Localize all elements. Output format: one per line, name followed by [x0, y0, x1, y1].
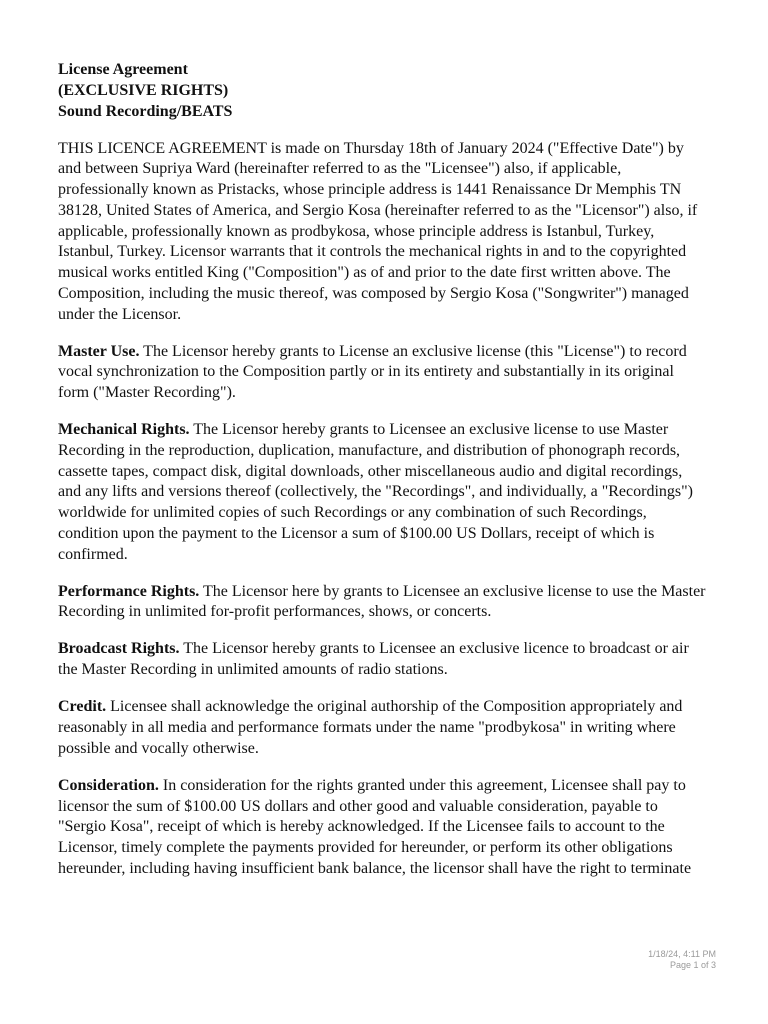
agreement-title: License Agreement	[58, 61, 188, 78]
clause-heading: Performance Rights.	[58, 582, 200, 600]
clause-text: Licensee shall acknowledge the original authorship of the Composition appropriately and	[110, 698, 683, 716]
paragraph-line: Istanbul, Turkey. Licensor warrants that it controls the mechanical rights in and to the copyrighted	[58, 243, 687, 261]
clause-heading: Credit.	[58, 698, 107, 716]
clause-heading: Mechanical Rights.	[58, 421, 190, 439]
clause-text: The Licensor hereby grants to Licensee an exclusive licence to broadcast or air	[183, 640, 689, 658]
performance-rights-clause	[58, 582, 730, 624]
page-number: Page 1 of 3	[669, 960, 716, 970]
paragraph-line: licensor the sum of $100.00 US dollars and other good and valuable consideration, payable to	[58, 797, 658, 815]
clause-heading: Broadcast Rights.	[58, 640, 180, 658]
license-agreement	[58, 60, 730, 896]
paragraph-line: "Sergio Kosa", receipt of which is hereby acknowledged. If the Licensee fails to account to the	[58, 818, 665, 836]
print-timestamp: 1/18/24, 4:11 PM	[648, 949, 716, 959]
paragraph-line: reasonably in all media and performance formats under the name "prodbykosa" in writing where	[58, 719, 676, 737]
clause-text: In consideration for the rights granted under this agreement, Licensee shall pay to	[162, 776, 686, 794]
paragraph-line	[58, 420, 730, 441]
paragraph-line: Recording in unlimited for-profit performances, shows, or concerts.	[58, 603, 492, 621]
paragraph-line: and any lifts and versions thereof (collectively, the "Recordings", and individually, a "Recordings")	[58, 483, 693, 501]
paragraph-line	[58, 342, 730, 363]
paragraph-line: 38128, United States of America, and Sergio Kosa (hereinafter referred to as the "Licensor") also, if	[58, 201, 698, 219]
broadcast-rights-clause	[58, 639, 730, 681]
paragraph-line: vocal synchronization to the Composition partly or in its entirety and substantially in its original	[58, 363, 674, 381]
paragraph-line	[58, 639, 730, 660]
clause-heading: Consideration.	[58, 776, 159, 794]
clause-text: The Licensor here by grants to Licensee an exclusive license to use the Master	[203, 582, 706, 600]
clause-text: The Licensor hereby grants to Licensee an exclusive license to use Master	[193, 421, 669, 439]
paragraph-line: the Master Recording in unlimited amounts of radio stations.	[58, 661, 448, 679]
credit-clause	[58, 697, 730, 759]
paragraph-line: condition upon the payment to the Licensor a sum of $100.00 US Dollars, receipt of which is	[58, 524, 655, 542]
paragraph-line: applicable, professionally known as prodbykosa, whose principle address is Istanbul, Turkey,	[58, 222, 655, 240]
consideration-clause	[58, 776, 730, 880]
preamble-paragraph	[58, 139, 730, 326]
paragraph-line: cassette tapes, compact disk, digital downloads, other miscellaneous audio and digital recordings,	[58, 462, 683, 480]
agreement-rights-label: (EXCLUSIVE RIGHTS)	[58, 81, 229, 99]
paragraph-line: under the Licensor.	[58, 305, 182, 323]
paragraph-line: Recording in the reproduction, duplication, manufacture, and distribution of phonograph records,	[58, 441, 681, 459]
paragraph-line: THIS LICENCE AGREEMENT is made on Thursday 18th of January 2024 ("Effective Date") by	[58, 139, 684, 157]
print-footer	[648, 949, 716, 971]
agreement-heading	[58, 60, 730, 122]
paragraph-line: Licensor, timely complete the payments provided for hereunder, or perform its other obligations	[58, 839, 673, 857]
paragraph-line: musical works entitled King ("Composition") as of and prior to the date first written above. The	[58, 264, 671, 282]
clause-heading: Master Use.	[58, 342, 140, 360]
paragraph-line: worldwide for unlimited copies of such Recordings or any combination of such Recordings,	[58, 504, 647, 522]
paragraph-line	[58, 776, 730, 797]
paragraph-line: confirmed.	[58, 545, 128, 563]
agreement-subject-label: Sound Recording/BEATS	[58, 102, 233, 120]
mechanical-rights-clause	[58, 420, 730, 565]
paragraph-line	[58, 697, 730, 718]
master-use-clause	[58, 342, 730, 404]
paragraph-line: professionally known as Pristacks, whose principle address is 1441 Renaissance Dr Memphis TN	[58, 181, 682, 199]
paragraph-line: possible and vocally otherwise.	[58, 739, 259, 757]
paragraph-line	[58, 582, 730, 603]
paragraph-line: and between Supriya Ward (hereinafter referred to as the "Licensee") also, if applicable,	[58, 160, 622, 178]
paragraph-line: hereunder, including having insufficient bank balance, the licensor shall have the right to terminate	[58, 859, 692, 877]
clause-text: The Licensor hereby grants to License an exclusive license (this "License") to record	[143, 342, 687, 360]
paragraph-line: Composition, including the music thereof, was composed by Sergio Kosa ("Songwriter") managed	[58, 284, 689, 302]
paragraph-line: form ("Master Recording").	[58, 384, 236, 402]
